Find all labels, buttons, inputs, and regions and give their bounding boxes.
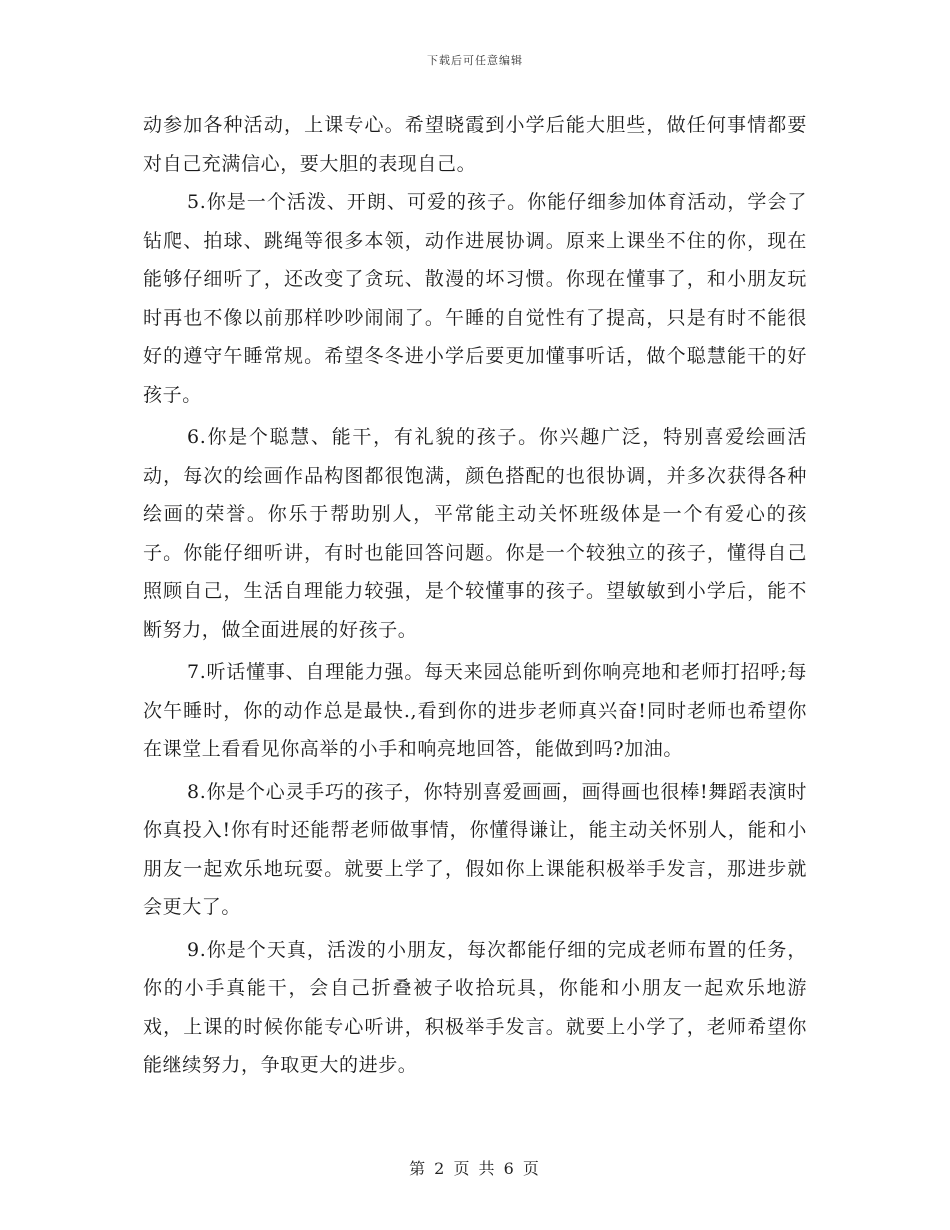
paragraph-item-6: 6.你是个聪慧、能干，有礼貌的孩子。你兴趣广泛，特别喜爱绘画活动，每次的绘画作品构图都很饱满，颜色搭配的也很协调，并多次获得各种绘画的荣誉。你乐于帮助别人，平常能主动关怀班级体是一个有爱心的孩子。你能仔细听讲，有时也能回答问题。你是一个较独立的孩子，懂得自己照顾自己，生活自理能力较强，是个较懂事的孩子。望敏敏到小学后，能不断努力，做全面进展的好孩子。 [143,426,807,641]
paragraph-continued: 动参加各种活动，上课专心。希望晓霞到小学后能大胆些，做任何事情都要对自己充满信心，要大胆的表现自己。 [143,114,807,175]
paragraph-item-5: 5.你是一个活泼、开朗、可爱的孩子。你能仔细参加体育活动，学会了钻爬、拍球、跳绳等很多本领，动作进展协调。原来上课坐不住的你，现在能够仔细听了，还改变了贪玩、散漫的坏习惯。你现在懂事了，和小朋友玩时再也不像以前那样吵吵闹闹了。午睡的自觉性有了提高，只是有时不能很好的遵守午睡常规。希望冬冬进小学后要更加懂事听话，做个聪慧能干的好孩子。 [143,191,807,406]
document-body [143,106,807,1085]
page-header-note: 下载后可任意编辑 [427,54,523,67]
page-number-footer: 第 2 页 共 6 页 [409,1159,541,1178]
paragraph-item-7: 7.听话懂事、自理能力强。每天来园总能听到你响亮地和老师打招呼;每次午睡时，你的动作总是最快.,看到你的进步老师真兴奋!同时老师也希望你在课堂上看看见你高举的小手和响亮地回答，能做到吗?加油。 [143,661,807,760]
paragraph-item-9: 9.你是个天真，活泼的小朋友，每次都能仔细的完成老师布置的任务，你的小手真能干，会自己折叠被子收拾玩具，你能和小朋友一起欢乐地游戏，上课的时候你能专心听讲，积极举手发言。就要上小学了，老师希望你能继续努力，争取更大的进步。 [143,938,807,1076]
paragraph-item-8: 8.你是个心灵手巧的孩子，你特别喜爱画画，画得画也很棒!舞蹈表演时你真投入!你有时还能帮老师做事情，你懂得谦让，能主动关怀别人，能和小朋友一起欢乐地玩耍。就要上学了，假如你上课能积极举手发言，那进步就会更大了。 [143,780,807,918]
